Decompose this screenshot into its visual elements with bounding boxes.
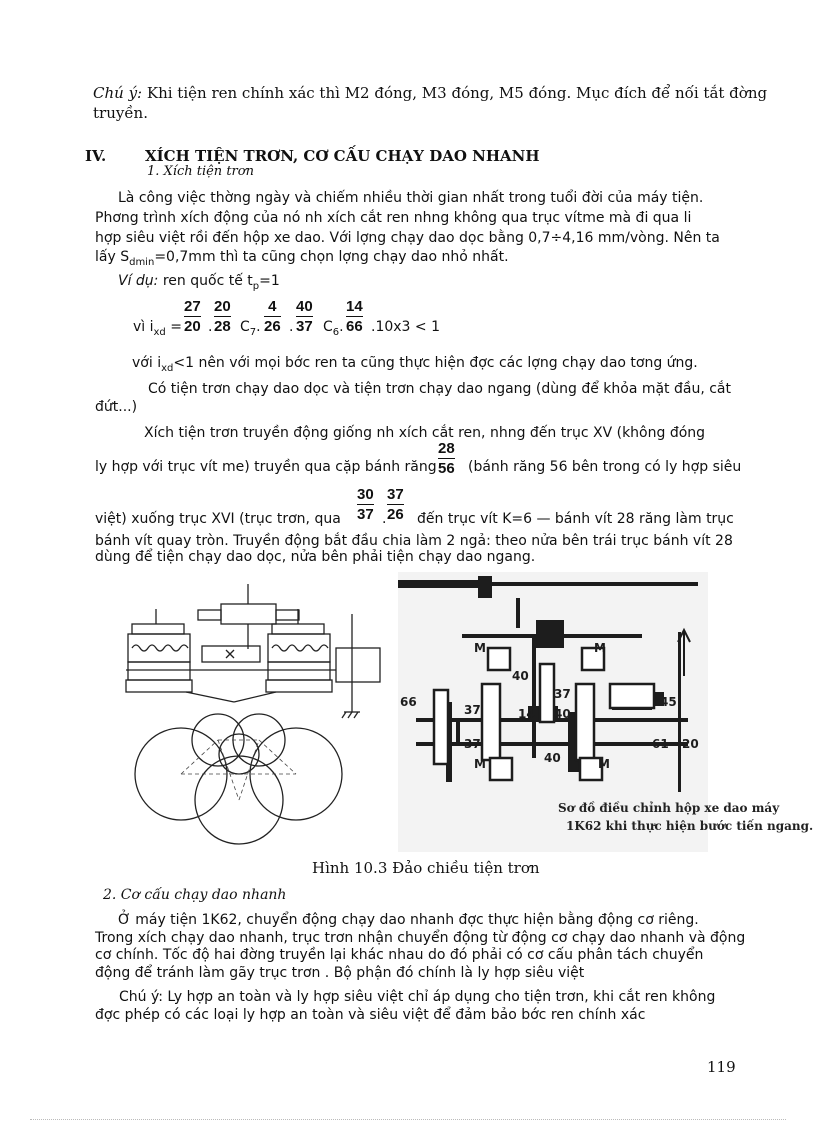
frac-37b: 37 <box>387 486 404 503</box>
para3-fraction-37-26 <box>387 486 404 523</box>
figure-right-caption-1: Sơ đồ điều chỉnh hộp xe dao máy <box>558 801 780 815</box>
formula-tail: .10x3 < 1 <box>371 319 440 335</box>
example-line <box>118 272 280 296</box>
gear-label-40b: 40 <box>554 707 571 721</box>
frac2-num: 20 <box>214 298 231 315</box>
example-tail: =1 <box>259 273 280 289</box>
gear-label-37c: 37 <box>464 737 481 751</box>
para1-line4-tail: =0,7mm thì ta cũng chọn lợng chạy dao nhỏ nhất. <box>154 249 509 265</box>
formula-lhs-text: vì i <box>133 319 154 335</box>
page-number: 119 <box>707 1058 736 1076</box>
note-top-label: Chú ý: <box>93 84 143 102</box>
para4-line3: cơ chính. Tốc độ hai đờng truyền lại khác nhau do đó phải có cơ cấu phân tách chuyển <box>95 947 704 963</box>
gear-label-14: 14 <box>518 707 535 721</box>
para3-line3b: đến trục vít K=6 — bánh vít 28 răng làm trục <box>417 511 734 527</box>
para1-line3: hợp siêu việt rồi đến hộp xe dao. Với lợng chạy dao dọc bằng 0,7÷4,16 mm/vòng. Nên ta <box>95 230 720 246</box>
para3-line4: bánh vít quay tròn. Truyền động bắt đầu chia làm 2 ngả: theo nửa bên trái trục bánh vít 28 <box>95 533 733 549</box>
ixd-sub: xd <box>161 362 174 374</box>
para3-line2a: ly hợp với trục vít me) truyền qua cặp bánh răng <box>95 459 437 475</box>
clutch-label-m5: M <box>594 641 606 655</box>
clutch-label-m8: M <box>598 757 610 771</box>
para4-line4: động để tránh làm gãy trục trơn . Bộ phận đó chính là ly hợp siêu việt <box>95 965 585 981</box>
frac-28: 28 <box>438 440 455 457</box>
formula-lhs-sub: xd <box>153 326 166 338</box>
gear-label-45: 45 <box>660 695 677 709</box>
example-sub: p <box>252 280 260 292</box>
formula-fraction-4 <box>296 298 313 335</box>
gear-label-40a: 40 <box>512 669 529 683</box>
para1-line4 <box>95 248 509 272</box>
formula-dot-4: . <box>339 319 344 335</box>
frac1-den: 20 <box>184 318 201 335</box>
figure-caption-text: Đảo chiều tiện trơn <box>387 859 540 877</box>
gear-label-61: 61 <box>652 737 669 751</box>
para3-line5: dùng để tiện chạy dao dọc, nửa bên phải tiện chạy dao ngang. <box>95 549 536 565</box>
para2-line2: đứt...) <box>95 399 138 415</box>
para3-dot: . <box>382 511 387 527</box>
frac1-num: 27 <box>184 298 201 315</box>
frac2-den: 28 <box>214 318 231 335</box>
c7-sub: 7 <box>249 326 257 338</box>
ixd-pre: với i <box>132 355 162 371</box>
subsection-2-title: 2. Cơ cấu chạy dao nhanh <box>103 887 287 903</box>
frac-30: 30 <box>357 486 374 503</box>
right-gearbox-figure <box>398 572 814 852</box>
section-number: IV. <box>85 147 107 165</box>
para1-s-sub: dmin <box>129 256 155 268</box>
formula-c6 <box>323 318 344 342</box>
figure-caption <box>312 859 540 877</box>
formula-eq: = <box>165 319 182 335</box>
para3-line1: Xích tiện trơn truyền động giống nh xích cắt ren, nhng đến trục XV (không đóng <box>144 425 706 441</box>
formula-c7 <box>240 318 261 342</box>
note-bottom-line2: đợc phép có các loại ly hợp an toàn và siêu việt để đảm bảo bớc ren chính xác <box>95 1007 646 1023</box>
example-text: ren quốc tế t <box>158 273 253 289</box>
formula-fraction-1 <box>184 298 201 335</box>
note-top-line1 <box>93 84 767 102</box>
frac4-den: 37 <box>296 318 313 335</box>
frac-56: 56 <box>438 460 455 477</box>
para3-fraction-28-56 <box>438 440 455 477</box>
para3-line2b: (bánh răng 56 bên trong có ly hợp siêu <box>468 459 742 475</box>
section-title: XÍCH TIỆN TRƠN, CƠ CẤU CHẠY DAO NHANH <box>145 147 540 165</box>
c6-sub: 6 <box>332 326 340 338</box>
frac5-den: 66 <box>346 318 363 335</box>
para1-line1: Là công việc thờng ngày và chiếm nhiều thời gian nhất trong tuổi đời của máy tiện. <box>118 190 704 206</box>
left-schematic-figure <box>126 574 396 854</box>
formula-fraction-5 <box>346 298 363 335</box>
para3-line3a: việt) xuống trục XVI (trục trơn, qua <box>95 511 341 527</box>
ixd-post: <1 nên với mọi bớc ren ta cũng thực hiện đợc các lợng chạy dao tơng ứng. <box>173 355 698 371</box>
frac-26: 26 <box>387 506 404 523</box>
frac4-num: 40 <box>296 298 313 315</box>
c7-text: C <box>240 319 250 335</box>
ixd-line <box>132 354 698 378</box>
figure-right-caption-2: 1K62 khi thực hiện bước tiến ngang. <box>566 819 814 833</box>
subsection-1-title: 1. Xích tiện trơn <box>147 164 254 179</box>
formula-dot-1: . <box>208 319 213 335</box>
gear-label-20: 20 <box>682 737 699 751</box>
note-bottom-line1: Chú ý: Ly hợp an toàn và ly hợp siêu việt chỉ áp dụng cho tiện trơn, khi cắt ren không <box>119 989 716 1005</box>
frac-37a: 37 <box>357 506 374 523</box>
c6-text: C <box>323 319 333 335</box>
footer-divider <box>30 1119 786 1120</box>
frac3-num: 4 <box>268 298 277 315</box>
gear-label-37a: 37 <box>464 703 481 717</box>
para1-s-text: lấy S <box>95 249 130 265</box>
para2-line1: Có tiện trơn chạy dao dọc và tiện trơn chạy dao ngang (dùng để khỏa mặt đầu, cắt <box>148 381 732 397</box>
formula-lhs <box>133 318 182 342</box>
figure-caption-number: Hình 10.3 <box>312 859 388 877</box>
formula-fraction-3 <box>264 298 281 335</box>
gear-label-37b: 37 <box>554 687 571 701</box>
formula-dot-3: . <box>289 319 294 335</box>
note-top-line2: truyền. <box>93 104 148 122</box>
clutch-label-m6: M <box>474 641 486 655</box>
para1-line2: Phơng trình xích động của nó nh xích cắt ren nhng không qua trục vítme mà đi qua li <box>95 210 692 226</box>
example-label: Ví dụ: <box>118 273 159 289</box>
para4-line2: Trong xích chạy dao nhanh, trục trơn nhận chuyển động từ động cơ chạy dao nhanh và động <box>95 930 746 946</box>
frac5-num: 14 <box>346 298 363 315</box>
frac3-den: 26 <box>264 318 281 335</box>
gear-label-66: 66 <box>400 695 417 709</box>
note-top-text: Khi tiện ren chính xác thì M2 đóng, M3 đóng, M5 đóng. Mục đích để nối tắt đờng <box>142 84 768 102</box>
para4-line1: Ở máy tiện 1K62, chuyển động chạy dao nhanh đợc thực hiện bằng động cơ riêng. <box>118 912 699 928</box>
gear-label-40c: 40 <box>544 751 561 765</box>
clutch-label-m7: M <box>474 757 486 771</box>
para3-fraction-30-37 <box>357 486 374 523</box>
formula-dot-2: . <box>256 319 261 335</box>
formula-fraction-2 <box>214 298 231 335</box>
